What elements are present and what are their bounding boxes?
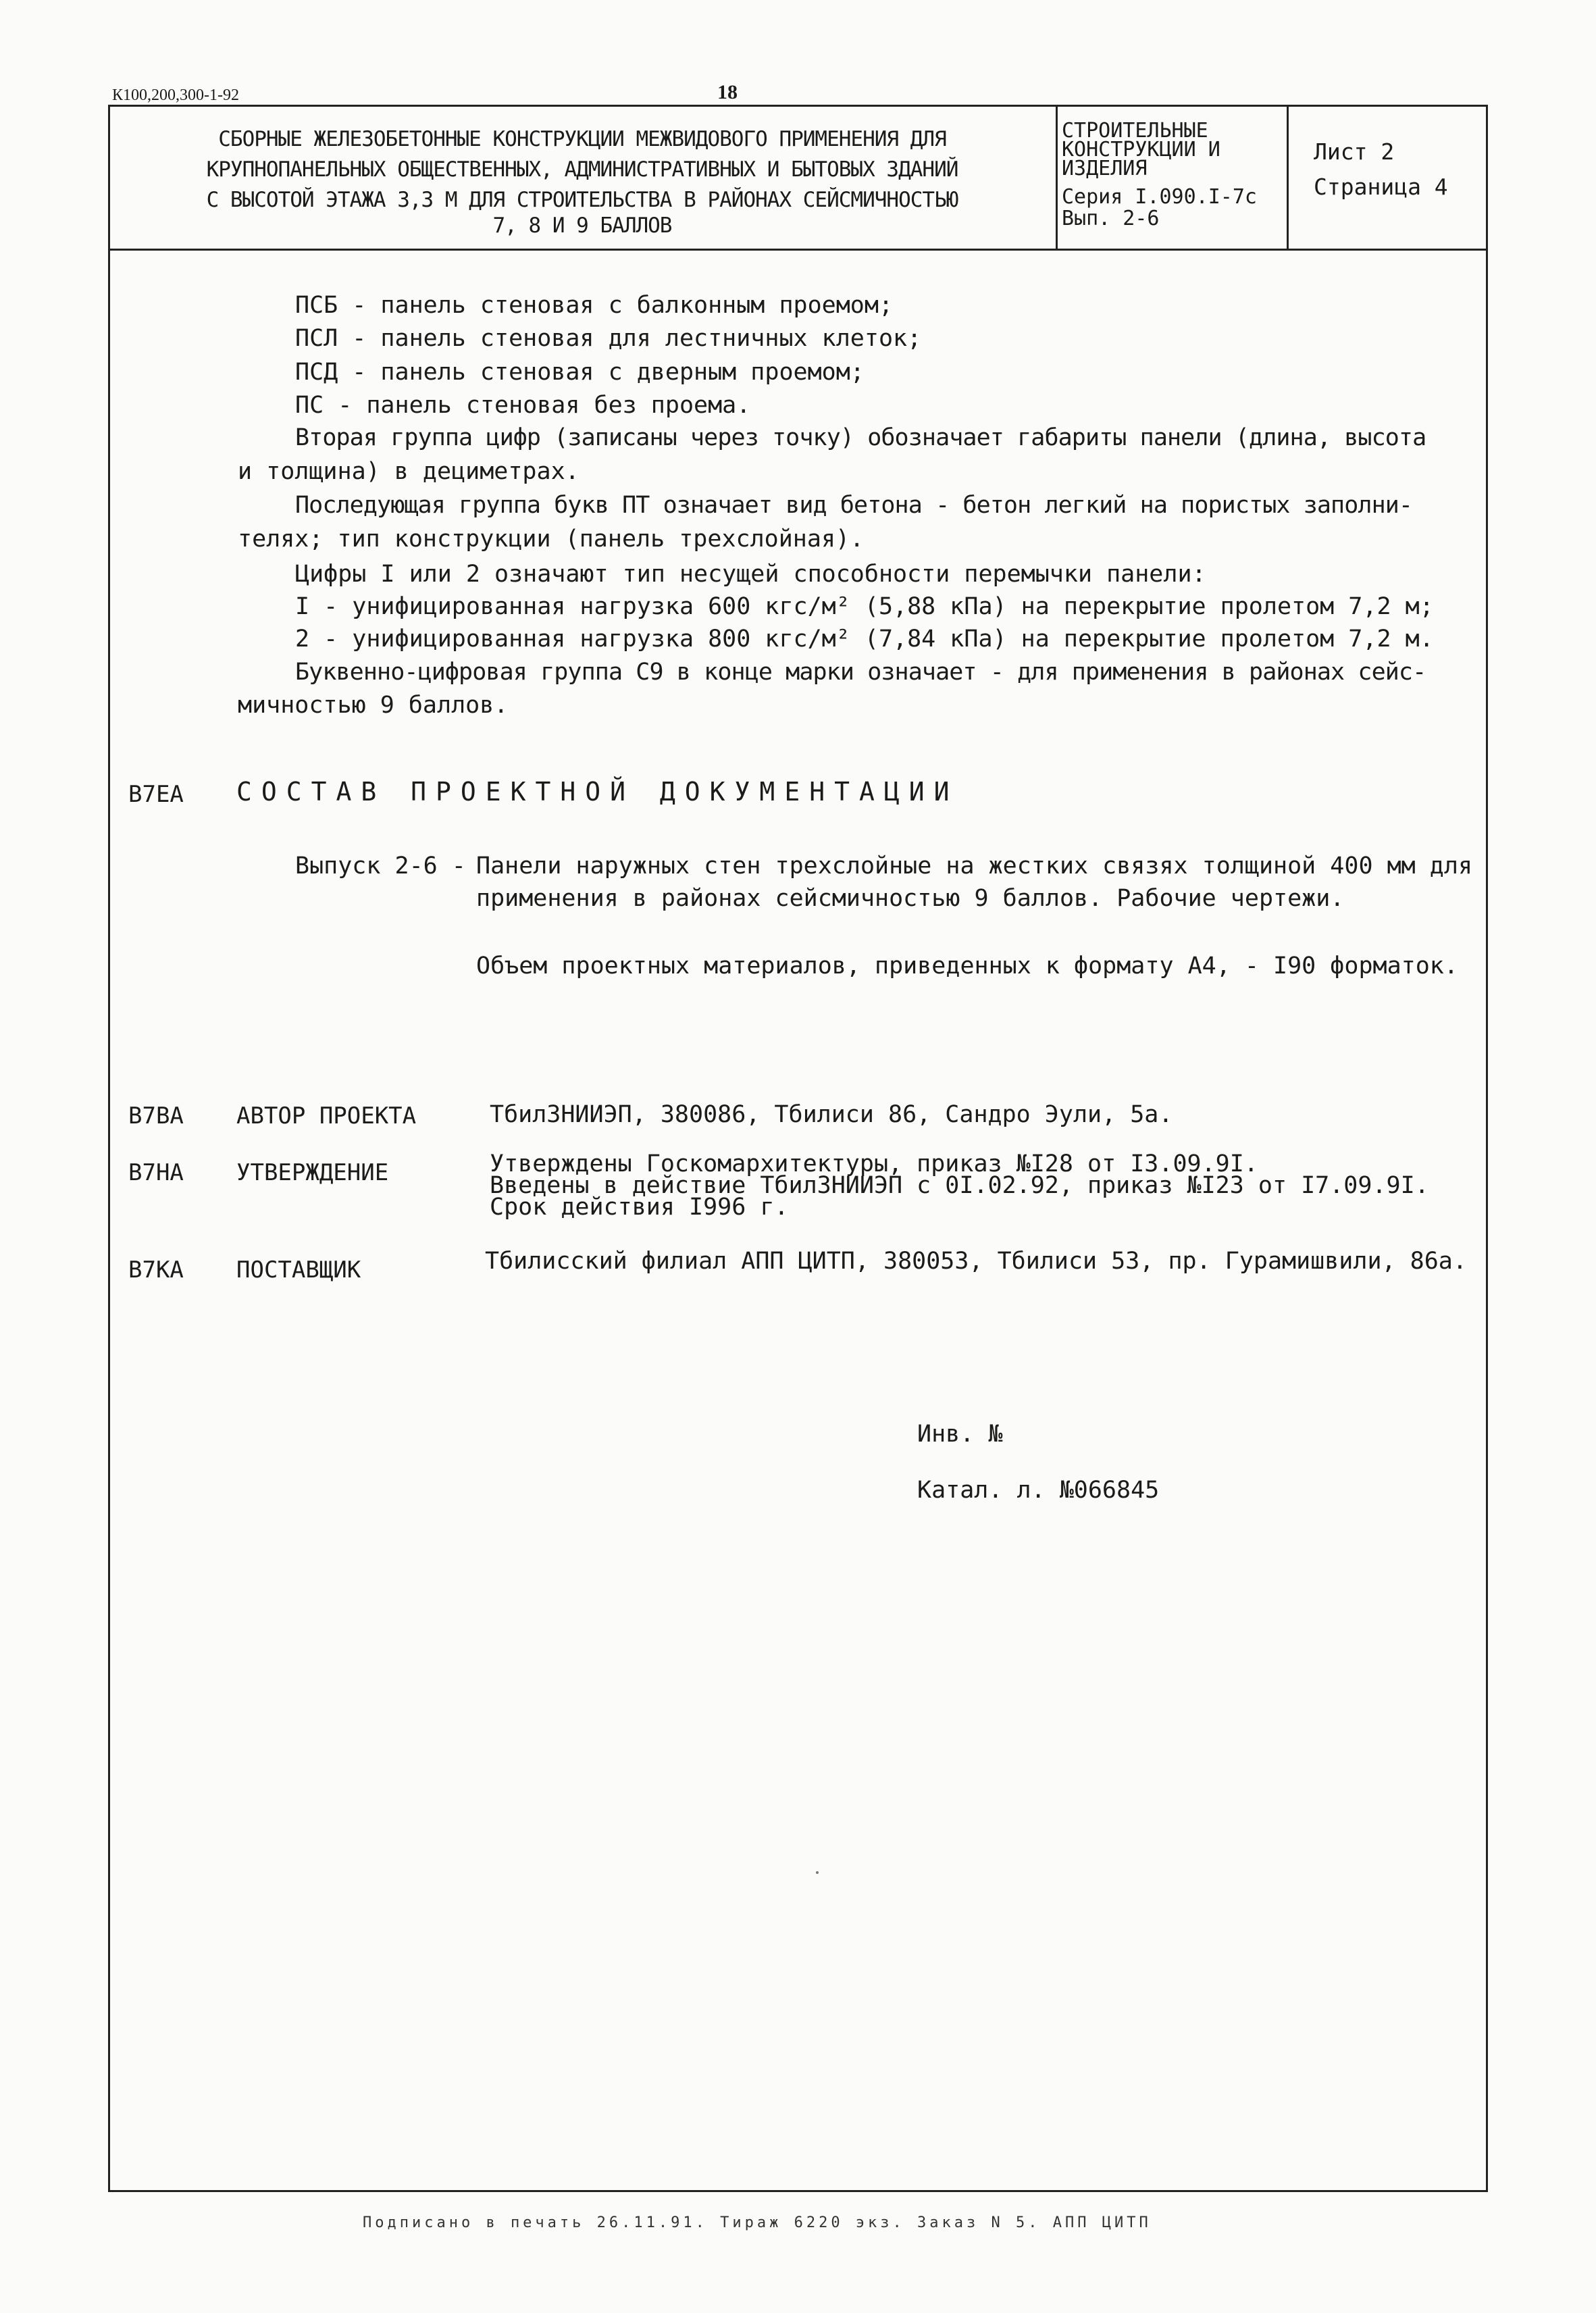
body-line: и толщина) в дециметрах. [238,458,580,485]
body-line: Последующая группа букв ПТ означает вид бетона - бетон легкий на пористых заполни- [295,492,1413,519]
title-line: 7, 8 И 9 БАЛЛОВ [492,213,672,238]
section-line: ИЗДЕЛИЯ [1062,157,1148,180]
page-label: Страница 4 [1314,174,1448,200]
catalog-code: К100,200,300-1-92 [112,86,239,104]
supplier-label: ПОСТАВЩИК [236,1256,361,1283]
approval-line: Срок действия I996 г. [490,1194,789,1221]
page-number: 18 [717,81,738,103]
body-line: телях; тип конструкции (панель трехслойная). [238,526,865,553]
body-line: I - унифицированная нагрузка 600 кгс/м² (5,88 кПа) на перекрытие пролетом 7,2 м; [295,593,1434,620]
header-separator [108,249,1488,251]
body-line: 2 - унифицированная нагрузка 800 кгс/м² (7,84 кПа) на перекрытие пролетом 7,2 м. [295,626,1434,653]
supplier-text: Тбилисский филиал АПП ЦИТП, 380053, Тбилиси 53, пр. Гурамишвили, 86а. [485,1248,1467,1275]
body-line: Цифры I или 2 означают тип несущей способности перемычки панели: [295,561,1206,588]
composition-code: В7ЕА [128,781,184,808]
approval-code: В7НА [128,1159,184,1186]
author-code: В7ВА [128,1102,184,1129]
scan-speck [816,1871,819,1874]
issue-line: Вып. 2-6 [1062,207,1160,230]
approval-label: УТВЕРЖДЕНИЕ [236,1159,389,1186]
inventory-number: Инв. № [917,1421,1003,1448]
approval-line: Введены в действие ТбилЗНИИЭП с 0I.02.92, приказ №I23 от I7.09.9I. [490,1172,1429,1199]
author-text: ТбилЗНИИЭП, 380086, Тбилиси 86, Сандро Эули, 5а. [490,1101,1173,1128]
author-label: АВТОР ПРОЕКТА [236,1102,417,1129]
print-footer: Подписано в печать 26.11.91. Тираж 6220 экз. Заказ N 5. АПП ЦИТП [363,2214,1152,2231]
body-line: ПСБ - панель стеновая с балконным проемом; [295,292,894,319]
title-line: КРУПНОПАНЕЛЬНЫХ ОБЩЕСТВЕННЫХ, АДМИНИСТРАТИВНЫХ И БЫТОВЫХ ЗДАНИЙ [206,157,958,182]
volume-line: Объем проектных материалов, приведенных к формату А4, - I90 форматок. [476,952,1458,980]
header-divider-1 [1056,105,1058,249]
body-line: Вторая группа цифр (записаны через точку) обозначает габариты панели (длина, высота [295,424,1426,451]
section-line: СТРОИТЕЛЬНЫЕ [1062,119,1208,143]
body-line: ПС - панель стеновая без проема. [295,392,751,419]
body-line: Буквенно-цифровая группа С9 в конце марки означает - для применения в районах сейс- [295,659,1426,686]
series-line: Серия I.090.I-7с [1062,185,1257,209]
body-line: ПСЛ - панель стеновая для лестничных клеток; [295,325,922,352]
section-line: КОНСТРУКЦИИ И [1062,138,1220,161]
header-divider-2 [1287,105,1289,249]
issue-line: применения в районах сейсмичностью 9 баллов. Рабочие чертежи. [476,885,1345,912]
issue-line: Панели наружных стен трехслойные на жестких связях толщиной 400 мм для [476,853,1473,880]
supplier-code: В7КА [128,1256,184,1283]
body-line: мичностью 9 баллов. [238,692,509,719]
title-line: С ВЫСОТОЙ ЭТАЖА 3,3 М ДЛЯ СТРОИТЕЛЬСТВА В РАЙОНАХ СЕЙСМИЧНОСТЬЮ [206,188,958,212]
sheet-number: Лист 2 [1314,138,1395,165]
body-line: ПСД - панель стеновая с дверным проемом; [295,359,865,386]
issue-label: Выпуск 2-6 - [295,853,466,880]
composition-title: СОСТАВ ПРОЕКТНОЙ ДОКУМЕНТАЦИИ [236,777,959,807]
catalog-sheet-number: Катал. л. №066845 [917,1477,1160,1504]
title-line: СБОРНЫЕ ЖЕЛЕЗОБЕТОННЫЕ КОНСТРУКЦИИ МЕЖВИДОВОГО ПРИМЕНЕНИЯ ДЛЯ [218,127,946,151]
approval-line: Утверждены Госкомархитектуры, приказ №I28 от I3.09.9I. [490,1150,1258,1177]
